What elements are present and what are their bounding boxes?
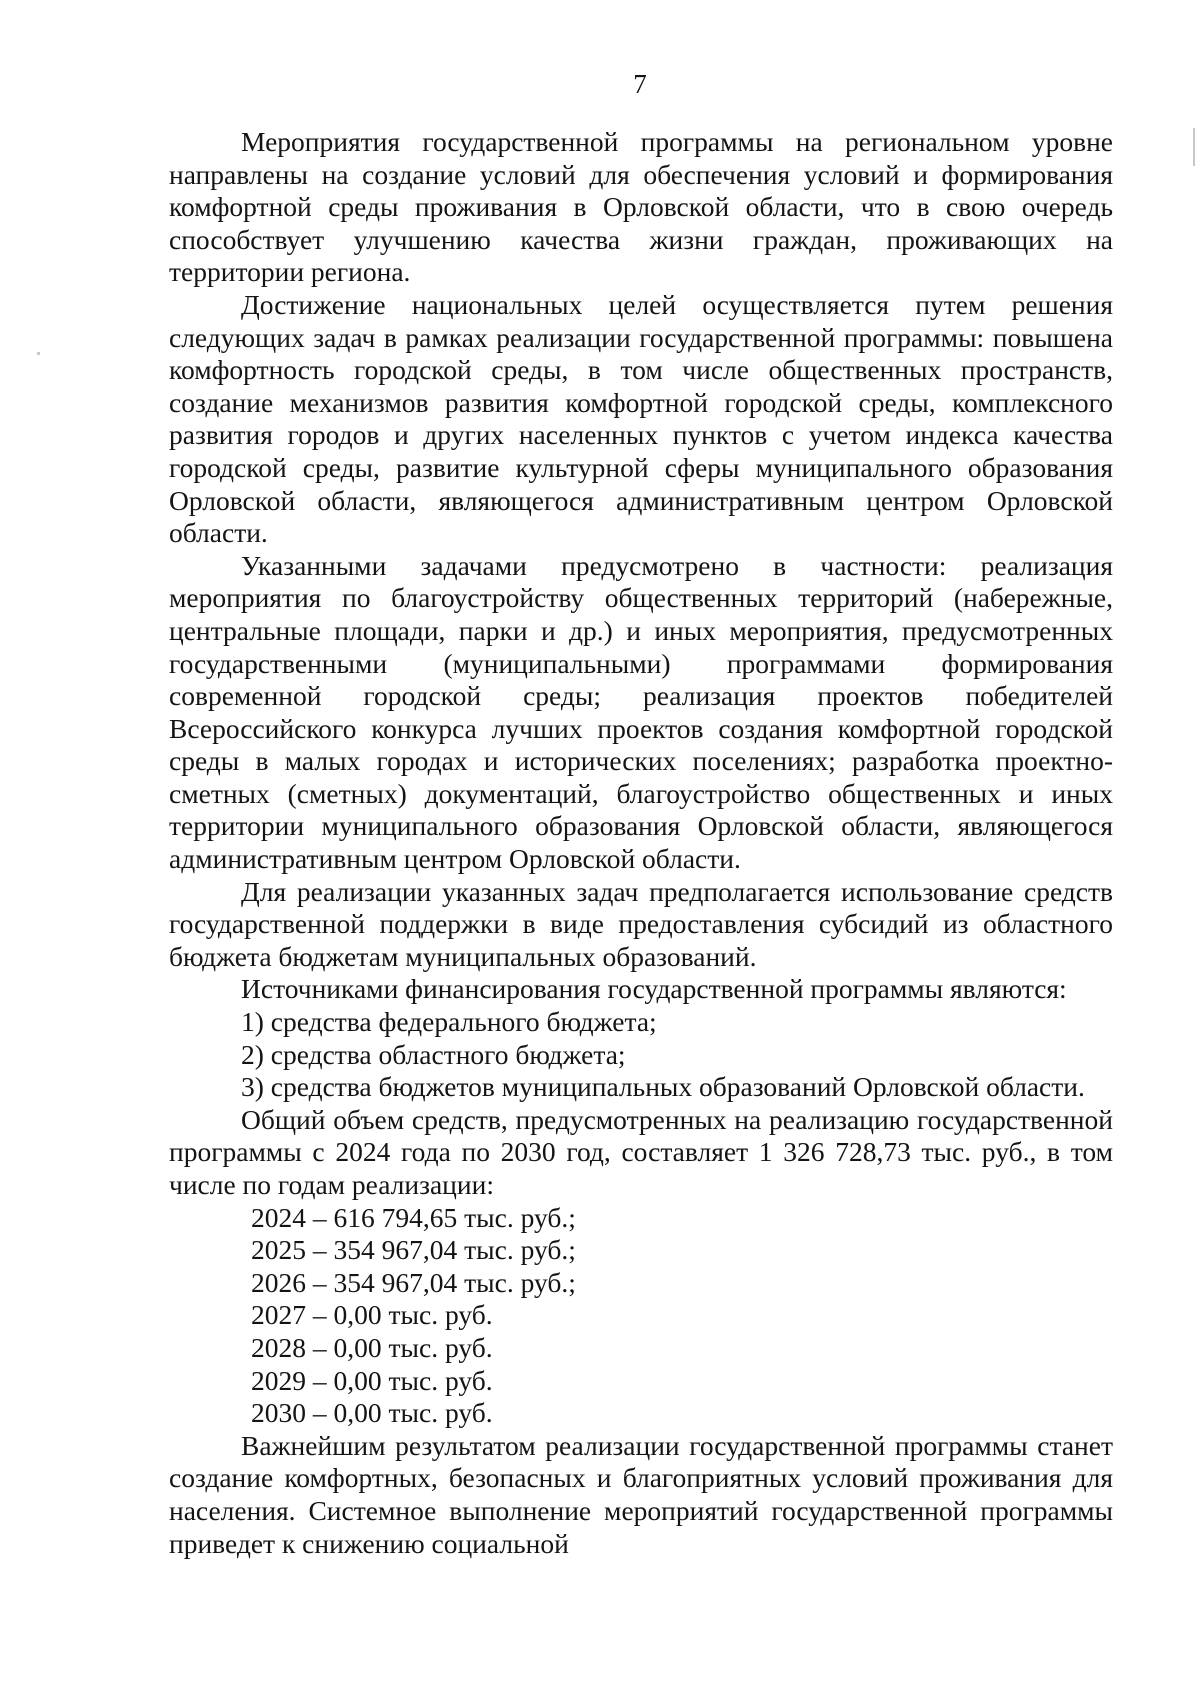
funding-year-item: 2024 – 616 794,65 тыс. руб.;	[251, 1201, 576, 1233]
funding-source-item: 2) средства областного бюджета;	[241, 1038, 626, 1070]
funding-by-year-list	[169, 1202, 1113, 1430]
paragraph-total-volume: Общий объем средств, предусмотренных на реализацию государственной программы с 2024 года по 2030 год, составляет 1 326 728,73 тыс. руб., в том числе по годам реализации:	[169, 1103, 1113, 1200]
funding-year-item: 2029 – 0,00 тыс. руб.	[251, 1364, 493, 1396]
scan-artifact	[37, 352, 40, 355]
document-body	[169, 126, 1113, 1560]
funding-source-item: 3) средства бюджетов муниципальных образований Орловской области.	[241, 1071, 1085, 1103]
page-number: 7	[633, 69, 647, 99]
funding-source-item: 1) средства федерального бюджета;	[241, 1006, 657, 1038]
paragraph-national-goals: Достижение национальных целей осуществляется путем решения следующих задач в рамках реализации государственной программы: повышена комфортность городской среды, в том числе общественных пространств, создание механизмов развития комфортной городской среды, комплексного развития городов и других населенных пунктов с учетом индекса качества городской среды, развитие культурной сферы муниципального образования Орловской области, являющегося административным центром Орловской области.	[169, 288, 1113, 549]
funding-year-item: 2030 – 0,00 тыс. руб.	[251, 1397, 493, 1429]
funding-year-item: 2026 – 354 967,04 тыс. руб.;	[251, 1266, 576, 1298]
paragraph-subsidies: Для реализации указанных задач предполагается использование средств государственной поддержки в виде предоставления субсидий из областного бюджета бюджетам муниципальных образований.	[169, 875, 1113, 972]
scan-artifact	[1193, 128, 1195, 166]
funding-year-item: 2027 – 0,00 тыс. руб.	[251, 1299, 493, 1331]
funding-year-item: 2028 – 0,00 тыс. руб.	[251, 1331, 493, 1363]
funding-year-item: 2025 – 354 967,04 тыс. руб.;	[251, 1234, 576, 1266]
funding-sources-intro: Источниками финансирования государственной программы являются:	[241, 973, 1067, 1005]
paragraph-program-goals: Мероприятия государственной программы на региональном уровне направлены на создание условий для обеспечения условий и формирования комфортной среды проживания в Орловской области, что в свою очередь способствует улучшению качества жизни граждан, проживающих на территории региона.	[169, 126, 1113, 288]
paragraph-results: Важнейшим результатом реализации государственной программы станет создание комфортных, безопасных и благоприятных условий проживания для населения. Системное выполнение мероприятий государственной программы приведет к снижению социальной	[169, 1429, 1113, 1559]
paragraph-tasks: Указанными задачами предусмотрено в частности: реализация мероприятия по благоустройству общественных территорий (набережные, центральные площади, парки и др.) и иных мероприятия, предусмотренных государственными (муниципальными) программами формирования современной городской среды; реализация проектов победителей Всероссийского конкурса лучших проектов создания комфортной городской среды в малых городах и исторических поселениях; разработка проектно-сметных (сметных) документаций, благоустройство общественных и иных территории муниципального образования Орловской области, являющегося административным центром Орловской области.	[169, 549, 1113, 875]
